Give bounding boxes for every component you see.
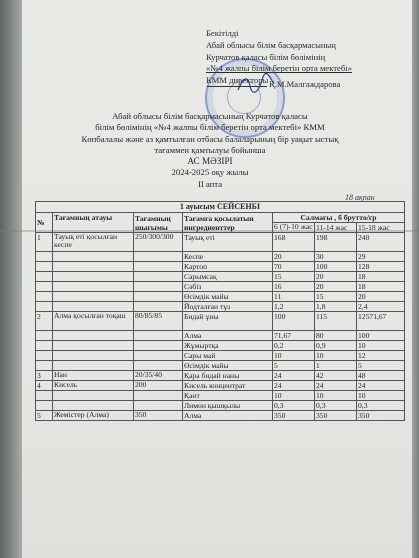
weight-age-11-14-cell: 42 <box>315 371 357 381</box>
table-row <box>36 371 405 381</box>
table-row <box>36 272 405 282</box>
weight-age-15-18-cell: 128 <box>357 262 405 272</box>
portion-cell <box>134 292 183 302</box>
weight-age-15-18-cell: 100 <box>357 331 405 341</box>
document-heading <box>60 111 360 190</box>
portion-cell <box>134 341 183 351</box>
weight-age-11-14-cell: 115 <box>315 312 357 331</box>
portion-cell: 80/85/85 <box>134 312 183 331</box>
dish-name-cell <box>53 351 134 361</box>
weight-age-15-18-cell: 12 <box>357 351 405 361</box>
row-number-cell <box>36 391 53 401</box>
weight-age-6-10-cell: 350 <box>273 411 315 421</box>
heading-line-4: тағаммен қамтылуы бойынша <box>154 144 266 155</box>
ingredient-cell: Йодталған тұз <box>183 302 273 312</box>
weight-age-11-14-cell: 350 <box>315 411 357 421</box>
weight-age-6-10-cell: 71,67 <box>273 331 315 341</box>
weight-age-11-14-cell: 20 <box>315 272 357 282</box>
weight-age-15-18-cell: 5 <box>357 361 405 371</box>
row-number-cell <box>36 292 53 302</box>
ingredient-cell: Картоп <box>183 262 273 272</box>
weight-age-11-14-cell: 10 <box>315 391 357 401</box>
weight-age-11-14-cell: 198 <box>315 233 357 252</box>
dish-name-cell: Тауық еті қосылған кеспе <box>53 233 134 252</box>
weight-age-15-18-cell: 12571,67 <box>357 312 405 331</box>
weight-age-6-10-cell: 10 <box>273 391 315 401</box>
table-row <box>36 341 405 351</box>
row-number-cell: 3 <box>36 371 53 381</box>
shift-title: 1 ауысым СЕЙСЕНБІ <box>36 202 405 213</box>
weight-age-11-14-cell: 0,3 <box>315 401 357 411</box>
table-row <box>36 401 405 411</box>
portion-cell <box>134 351 183 361</box>
table-row <box>36 233 405 252</box>
row-number-cell: 2 <box>36 312 53 331</box>
signer-name: Қ.М.Малгаждарова <box>269 79 341 89</box>
weight-age-11-14-cell: 0,9 <box>315 341 357 351</box>
row-number-cell: 5 <box>36 411 53 421</box>
week-label: II апта <box>197 178 223 189</box>
row-number-cell <box>36 282 53 292</box>
row-number-cell <box>36 361 53 371</box>
dish-name-cell: Нан <box>53 371 134 381</box>
portion-cell <box>134 391 183 401</box>
portion-cell: 350 <box>134 411 183 421</box>
dish-name-cell <box>53 272 134 282</box>
portion-cell <box>134 272 183 282</box>
row-number-cell <box>36 351 53 361</box>
weight-age-15-18-cell: 18 <box>357 282 405 292</box>
ingredient-cell: Тауық еті <box>183 233 273 252</box>
weight-age-15-18-cell: 350 <box>357 411 405 421</box>
row-number-cell: 4 <box>36 381 53 391</box>
ingredient-cell: Жұмыртқа <box>183 341 273 351</box>
ingredient-cell: Қант <box>183 391 273 401</box>
col-age-6-10-header: 6 (7)-10 жас <box>274 222 313 231</box>
table-row <box>36 381 405 391</box>
table-row <box>36 411 405 421</box>
row-number-cell: 1 <box>36 233 53 252</box>
col-portion-header: Тағамның шығымы <box>134 213 183 233</box>
approval-line-1: Бекітілді <box>206 28 239 38</box>
ingredient-cell: Кеспе <box>183 252 273 262</box>
weight-age-11-14-cell: 1,8 <box>315 302 357 312</box>
dish-name-cell <box>53 341 134 351</box>
weight-age-11-14-cell: 1 <box>315 361 357 371</box>
row-number-cell <box>36 262 53 272</box>
weight-age-6-10-cell: 0,2 <box>273 341 315 351</box>
ingredient-cell: Сарымсақ <box>183 272 273 282</box>
table-row <box>36 282 405 292</box>
dish-name-cell <box>53 361 134 371</box>
table-row <box>36 302 405 312</box>
row-number-cell <box>36 272 53 282</box>
weight-age-6-10-cell: 100 <box>273 312 315 331</box>
dish-name-cell <box>53 282 134 292</box>
weight-age-11-14-cell: 30 <box>315 252 357 262</box>
weight-age-6-10-cell: 0,3 <box>273 401 315 411</box>
portion-cell <box>134 252 183 262</box>
portion-cell <box>134 282 183 292</box>
approval-line-5: КММ директоры <box>206 75 269 86</box>
ingredient-cell: Алма <box>183 411 273 421</box>
dish-name-cell <box>53 391 134 401</box>
weight-age-15-18-cell: 10 <box>357 391 405 401</box>
signature-line <box>207 86 267 87</box>
weight-age-6-10-cell: 20 <box>273 252 315 262</box>
row-number-cell <box>36 341 53 351</box>
heading-line-1: Абай облысы білім басқармасының Курчатов қаласы <box>112 111 308 121</box>
weight-age-6-10-cell: 15 <box>273 272 315 282</box>
weight-age-15-18-cell: 48 <box>357 371 405 381</box>
dish-name-cell: Жемістер (Алма) <box>53 411 134 421</box>
ingredient-cell: Кисель концентрат <box>183 381 273 391</box>
dish-name-cell <box>53 252 134 262</box>
dish-name-cell <box>53 401 134 411</box>
ingredient-cell: Сары май <box>183 351 273 361</box>
weight-age-15-18-cell: 24 <box>357 381 405 391</box>
weight-age-6-10-cell: 16 <box>273 282 315 292</box>
weight-age-11-14-cell: 24 <box>315 381 357 391</box>
portion-cell: 200 <box>134 381 183 391</box>
ingredient-cell: Сәбіз <box>183 282 273 292</box>
table-row <box>36 361 405 371</box>
table-row <box>36 292 405 302</box>
ingredient-cell: Қара бидай наны <box>183 371 273 381</box>
dish-name-cell <box>53 331 134 341</box>
weight-age-11-14-cell: 100 <box>315 262 357 272</box>
heading-line-2: білім бөлімінің «№4 жалпы білім беретін орта мектебі» КММ <box>95 122 325 133</box>
row-number-cell <box>36 302 53 312</box>
menu-title: АС МӘЗІРІ <box>187 156 233 167</box>
weight-age-6-10-cell: 168 <box>273 233 315 252</box>
dish-name-cell <box>53 292 134 302</box>
table-row <box>36 312 405 331</box>
portion-cell <box>134 302 183 312</box>
table-row <box>36 262 405 272</box>
portion-cell <box>134 262 183 272</box>
weight-age-15-18-cell: 29 <box>357 252 405 262</box>
table-row <box>36 391 405 401</box>
col-age-15-18-header: 15-18 жас <box>357 223 405 233</box>
table-row <box>36 351 405 361</box>
approval-line-2: Абай облысы білім басқармасының <box>206 39 336 50</box>
portion-cell <box>134 401 183 411</box>
col-dish-header: Тағамның атауы <box>53 213 134 233</box>
portion-cell: 250/300/300 <box>134 233 183 252</box>
weight-age-11-14-cell: 15 <box>315 292 357 302</box>
menu-table <box>35 201 405 421</box>
col-age-11-14-header: 11-14 жас <box>315 223 357 233</box>
approval-line-3: Курчатов қаласы білім бөлімінің <box>206 51 326 62</box>
weight-age-6-10-cell: 1,2 <box>273 302 315 312</box>
ingredient-cell: Бидай ұны <box>183 312 273 331</box>
weight-age-6-10-cell: 24 <box>273 371 315 381</box>
portion-cell <box>134 331 183 341</box>
dish-name-cell: Кисель <box>53 381 134 391</box>
ingredient-cell: Лимон қышқылы <box>183 401 273 411</box>
portion-cell <box>134 361 183 371</box>
school-year: 2024-2025 оқу жылы <box>171 167 249 178</box>
table-row <box>36 252 405 262</box>
ingredient-cell: Алма <box>183 331 273 341</box>
table-row <box>36 331 405 341</box>
row-number-cell <box>36 252 53 262</box>
col-number-header: № <box>36 213 53 233</box>
portion-cell: 20/35/40 <box>134 371 183 381</box>
ingredient-cell: Өсімдік майы <box>183 292 273 302</box>
weight-age-15-18-cell: 240 <box>357 233 405 252</box>
menu-date: 18 ақпан <box>345 193 375 202</box>
weight-age-11-14-cell: 20 <box>315 282 357 292</box>
weight-age-6-10-cell: 11 <box>273 292 315 302</box>
col-weight-header: Салмағы , б бруттo/гр <box>273 213 405 223</box>
weight-age-6-10-cell: 24 <box>273 381 315 391</box>
weight-age-15-18-cell: 10 <box>357 341 405 351</box>
weight-age-15-18-cell: 2,4 <box>357 302 405 312</box>
weight-age-15-18-cell: 18 <box>357 272 405 282</box>
weight-age-15-18-cell: 0,3 <box>357 401 405 411</box>
ingredient-cell: Өсімдік майы <box>183 361 273 371</box>
col-ingredients-header: Тағамға қосылатын ингредиенттер <box>183 213 273 233</box>
weight-age-15-18-cell: 20 <box>357 292 405 302</box>
weight-age-6-10-cell: 10 <box>273 351 315 361</box>
row-number-cell <box>36 401 53 411</box>
weight-age-11-14-cell: 10 <box>315 351 357 361</box>
approval-line-4: «№4 жалпы білім беретін орта мектебі» <box>206 63 352 74</box>
dish-name-cell <box>53 262 134 272</box>
row-number-cell <box>36 331 53 341</box>
dish-name-cell <box>53 302 134 312</box>
weight-age-11-14-cell: 80 <box>315 331 357 341</box>
weight-age-6-10-cell: 5 <box>273 361 315 371</box>
heading-line-3: Көпбалалы және аз қамтылған отбасы балаларының бір уақыт ыстық <box>81 133 339 144</box>
signature-row <box>207 79 340 89</box>
weight-age-6-10-cell: 70 <box>273 262 315 272</box>
dish-name-cell: Алма қосылған тоқаш <box>53 312 134 331</box>
